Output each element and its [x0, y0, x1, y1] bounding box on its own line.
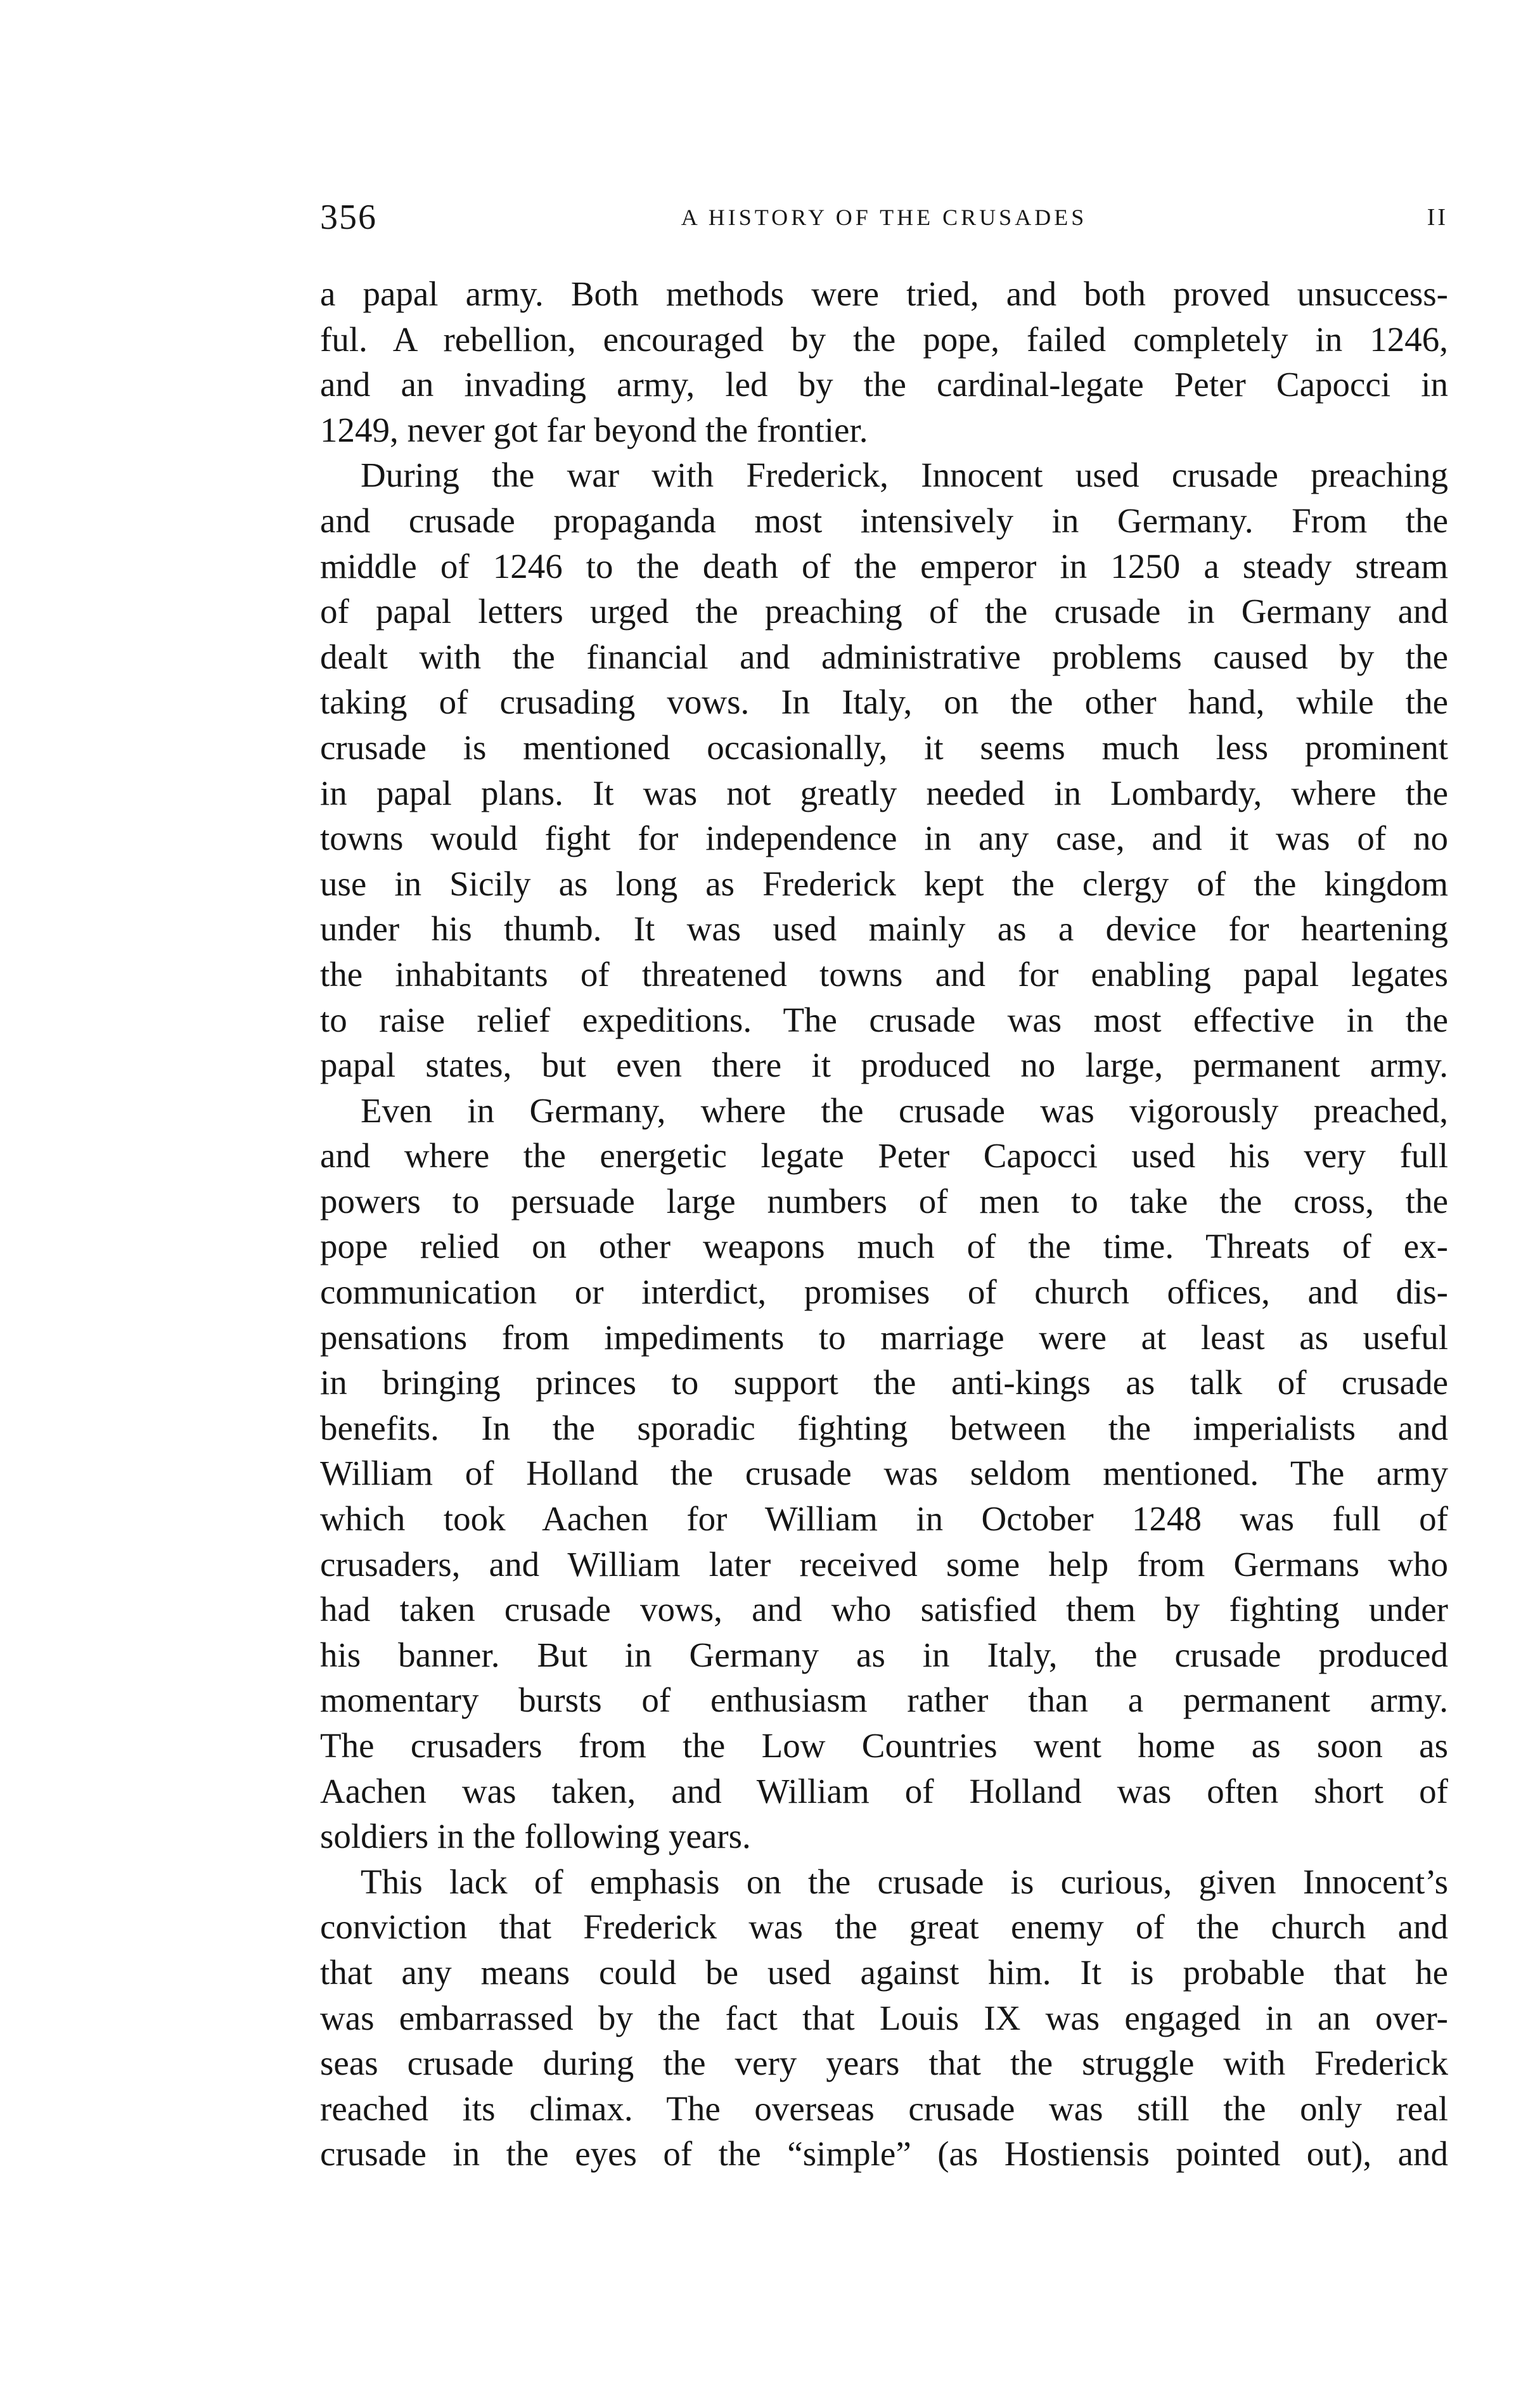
text-line: momentary bursts of enthusiasm rather than a permanent army. — [320, 1681, 1448, 1720]
text-line: papal states, but even there it produced no large, permanent army. — [320, 1046, 1448, 1085]
text-line: in bringing princes to support the anti-kings as talk of crusade — [320, 1363, 1448, 1402]
text-line: benefits. In the sporadic fighting between the imperialists and — [320, 1408, 1448, 1447]
text-line: was embarrassed by the fact that Louis IX was engaged in an over- — [320, 1998, 1448, 2037]
text-line: crusade is mentioned occasionally, it seems much less prominent — [320, 727, 1448, 767]
text-line: and an invading army, led by the cardinal-legate Peter Capocci in — [320, 365, 1448, 404]
text-line: powers to persuade large numbers of men to take the cross, the — [320, 1181, 1448, 1220]
text-line: and where the energetic legate Peter Capocci used his very full — [320, 1136, 1448, 1175]
text-line: use in Sicily as long as Frederick kept the clergy of the kingdom — [320, 864, 1448, 903]
text-line: towns would fight for independence in any case, and it was of no — [320, 819, 1448, 858]
text-line: had taken crusade vows, and who satisfied them by fighting under — [320, 1590, 1448, 1629]
text-line: which took Aachen for William in October 1248 was full of — [320, 1499, 1448, 1539]
text-line: middle of 1246 to the death of the emperor in 1250 a steady stream — [320, 546, 1448, 586]
text-line: ful. A rebellion, encouraged by the pope, failed completely in 1246, — [320, 319, 1448, 359]
text-line: dealt with the financial and administrative problems caused by the — [320, 637, 1448, 676]
text-line: Aachen was taken, and William of Holland was often short of — [320, 1771, 1448, 1810]
text-line: communication or interdict, promises of church offices, and dis- — [320, 1272, 1448, 1312]
page-number: 356 — [320, 198, 377, 237]
text-line: to raise relief expeditions. The crusade was most effective in the — [320, 1000, 1448, 1039]
running-head — [320, 195, 1448, 240]
text-line: pensations from impediments to marriage were at least as useful — [320, 1317, 1448, 1357]
running-title: A HISTORY OF THE CRUSADES — [681, 205, 1088, 230]
text-line: crusaders, and William later received some help from Germans who — [320, 1544, 1448, 1584]
text-line: Even in Germany, where the crusade was vigorously preached, — [361, 1091, 1448, 1130]
text-line: The crusaders from the Low Countries went home as soon as — [320, 1726, 1448, 1765]
text-line: his banner. But in Germany as in Italy, the crusade produced — [320, 1635, 1448, 1674]
text-line: 1249, never got far beyond the frontier. — [320, 410, 868, 449]
text-line: in papal plans. It was not greatly needed in Lombardy, where the — [320, 773, 1448, 812]
text-line: taking of crusading vows. In Italy, on the other hand, while the — [320, 682, 1448, 722]
text-line: and crusade propaganda most intensively in Germany. From the — [320, 501, 1448, 540]
text-line: the inhabitants of threatened towns and for enabling papal legates — [320, 954, 1448, 994]
text-line: During the war with Frederick, Innocent used crusade preaching — [361, 456, 1448, 495]
text-line: William of Holland the crusade was seldom mentioned. The army — [320, 1454, 1448, 1493]
text-line: crusade in the eyes of the “simple” (as Hostiensis pointed out), and — [320, 2134, 1448, 2174]
text-line: reached its climax. The overseas crusade was still the only real — [320, 2089, 1448, 2128]
text-line: of papal letters urged the preaching of the crusade in Germany and — [320, 592, 1448, 631]
text-line: pope relied on other weapons much of the time. Threats of ex- — [320, 1227, 1448, 1266]
text-line: conviction that Frederick was the great enemy of the church and — [320, 1907, 1448, 1947]
text-line: This lack of emphasis on the crusade is curious, given Innocent’s — [361, 1862, 1448, 1901]
text-line: a papal army. Both methods were tried, and both proved unsuccess- — [320, 274, 1448, 313]
body-text — [320, 271, 1448, 2177]
chapter-number: II — [1427, 204, 1448, 231]
text-line: under his thumb. It was used mainly as a device for heartening — [320, 909, 1448, 949]
text-line: soldiers in the following years. — [320, 1817, 751, 1856]
text-line: seas crusade during the very years that the struggle with Frederick — [320, 2044, 1448, 2083]
text-line: that any means could be used against him. It is probable that he — [320, 1952, 1448, 1992]
